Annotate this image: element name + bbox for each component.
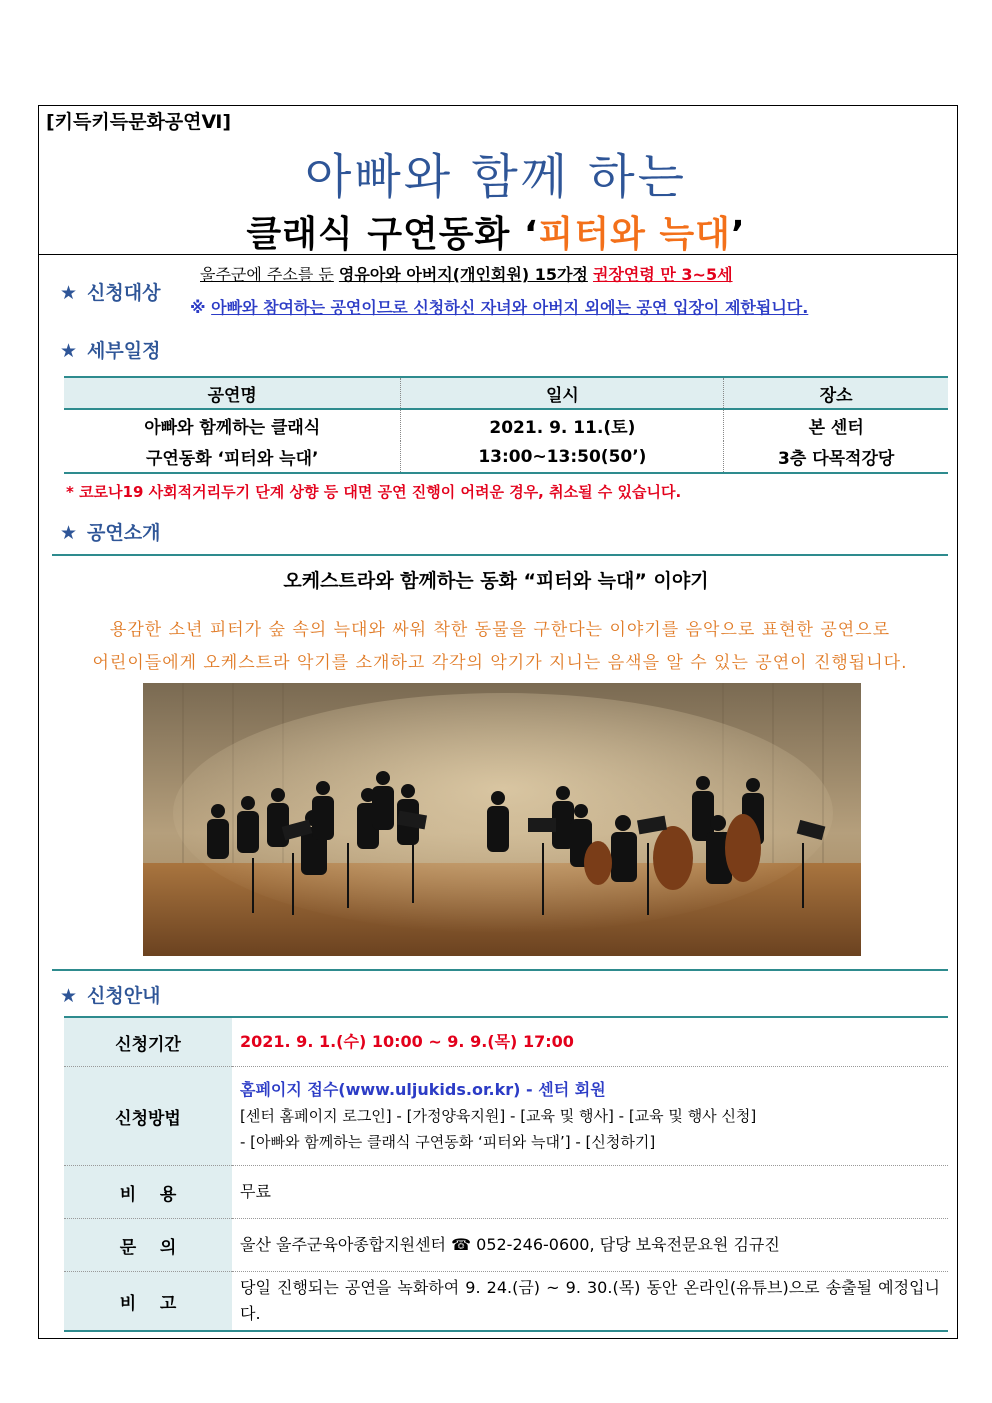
- target-who: 영유아와 아버지(개인회원) 15가정: [338, 265, 588, 284]
- intro-line-2: 어린이들에게 오케스트라 악기를 소개하고 각각의 악기가 지니는 음색을 알 수 있는 공연이 진행됩니다.: [92, 653, 908, 673]
- method-step-2: - [아빠와 함께하는 클래식 구연동화 ‘피터와 늑대’] - [신청하기]: [240, 1133, 656, 1151]
- target-line-1: [200, 262, 733, 285]
- section-apply: [60, 981, 160, 1008]
- section-rule: [52, 969, 948, 971]
- intro-line-1: 용감한 소년 피터가 숲 속의 늑대와 싸워 착한 동물을 구한다는 이야기를 음악으로 표현한 공연으로: [109, 620, 891, 640]
- period-value: 2021. 9. 1.(수) 10:00 ~ 9. 9.(목) 17:00: [232, 1017, 948, 1067]
- schedule-table: [64, 376, 948, 474]
- target-region: 울주군에 주소를 둔: [200, 265, 334, 284]
- contact-value: [232, 1219, 948, 1272]
- application-table: [64, 1016, 948, 1332]
- phone-icon: ☎: [451, 1235, 472, 1254]
- period-label: 신청기간: [64, 1017, 232, 1067]
- method-step-1: [센터 홈페이지 로그인] - [가정양육지원] - [교육 및 행사] - [교육 및 행사 신청]: [240, 1107, 757, 1125]
- section-apply-label: 신청안내: [87, 985, 161, 1007]
- star-icon: ★: [60, 522, 78, 544]
- page-title: 아빠와 함께 하는: [304, 149, 688, 205]
- intro-subtitle: 오케스트라와 함께하는 동화 “피터와 늑대” 이야기: [283, 570, 709, 592]
- table-row: [64, 441, 948, 473]
- section-intro-label: 공연소개: [87, 522, 161, 544]
- table-row: [64, 1067, 948, 1166]
- col-place: 장소: [724, 377, 948, 409]
- subtitle-prefix: 클래식 구연동화 ‘: [246, 214, 539, 255]
- cell-place-1: 본 센터: [724, 409, 948, 441]
- table-row: [64, 1272, 948, 1332]
- star-icon: ★: [60, 985, 78, 1007]
- table-row: [64, 409, 948, 441]
- col-date: 일시: [401, 377, 724, 409]
- subtitle-suffix: ’: [730, 214, 746, 255]
- section-intro: [60, 518, 160, 545]
- section-schedule: [60, 336, 160, 363]
- col-title: 공연명: [64, 377, 401, 409]
- section-target-label: 신청대상: [87, 282, 161, 304]
- cell-place-2: 3층 다목적강당: [724, 441, 948, 473]
- contact-center: 울산 울주군육아종합지원센터: [240, 1235, 447, 1254]
- target-restriction: 아빠와 참여하는 공연이므로 신청하신 자녀와 아버지 외에는 공연 입장이 제한됩니다.: [211, 298, 809, 317]
- star-icon: ★: [60, 282, 78, 304]
- target-line-2: [190, 295, 808, 318]
- section-target: [60, 278, 160, 305]
- contact-phone: 052-246-0600, 담당 보육전문요원 김규진: [476, 1235, 780, 1254]
- target-age: 권장연령 만 3~5세: [592, 265, 733, 284]
- homepage-link[interactable]: 홈페이지 접수(www.uljukids.or.kr) - 센터 회원: [240, 1080, 606, 1099]
- section-rule: [52, 554, 948, 556]
- cell-date-1: 2021. 9. 11.(토): [401, 409, 724, 441]
- star-icon: ★: [60, 340, 78, 362]
- method-label: 신청방법: [64, 1067, 232, 1166]
- method-value: [232, 1067, 948, 1166]
- cell-title-1: 아빠와 함께하는 클래식: [144, 418, 321, 438]
- fee-value: 무료: [232, 1166, 948, 1219]
- table-row: [64, 1017, 948, 1067]
- contact-label: 문 의: [64, 1219, 232, 1272]
- orchestra-photo: [143, 683, 861, 956]
- page-subtitle: [0, 206, 992, 257]
- remarks-value: 당일 진행되는 공연을 녹화하여 9. 24.(금) ~ 9. 30.(목) 동안 온라인(유튜브)으로 송출될 예정입니다.: [232, 1272, 948, 1332]
- note-mark: ※: [190, 298, 206, 317]
- table-row: [64, 1219, 948, 1272]
- remarks-label: 비 고: [64, 1272, 232, 1332]
- cancellation-notice: * 코로나19 사회적거리두기 단계 상향 등 대면 공연 진행이 어려운 경우, 취소될 수 있습니다.: [66, 483, 682, 501]
- series-label: [키득키득문화공연Ⅵ]: [46, 111, 232, 133]
- section-schedule-label: 세부일정: [87, 340, 161, 362]
- cell-title-2: 구연동화 ‘피터와 늑대’: [64, 441, 401, 473]
- subtitle-highlight: 피터와 늑대: [538, 214, 731, 255]
- fee-label: 비 용: [64, 1166, 232, 1219]
- schedule-header-row: [64, 377, 948, 409]
- table-row: [64, 1166, 948, 1219]
- cell-date-2: 13:00~13:50(50’): [401, 441, 724, 473]
